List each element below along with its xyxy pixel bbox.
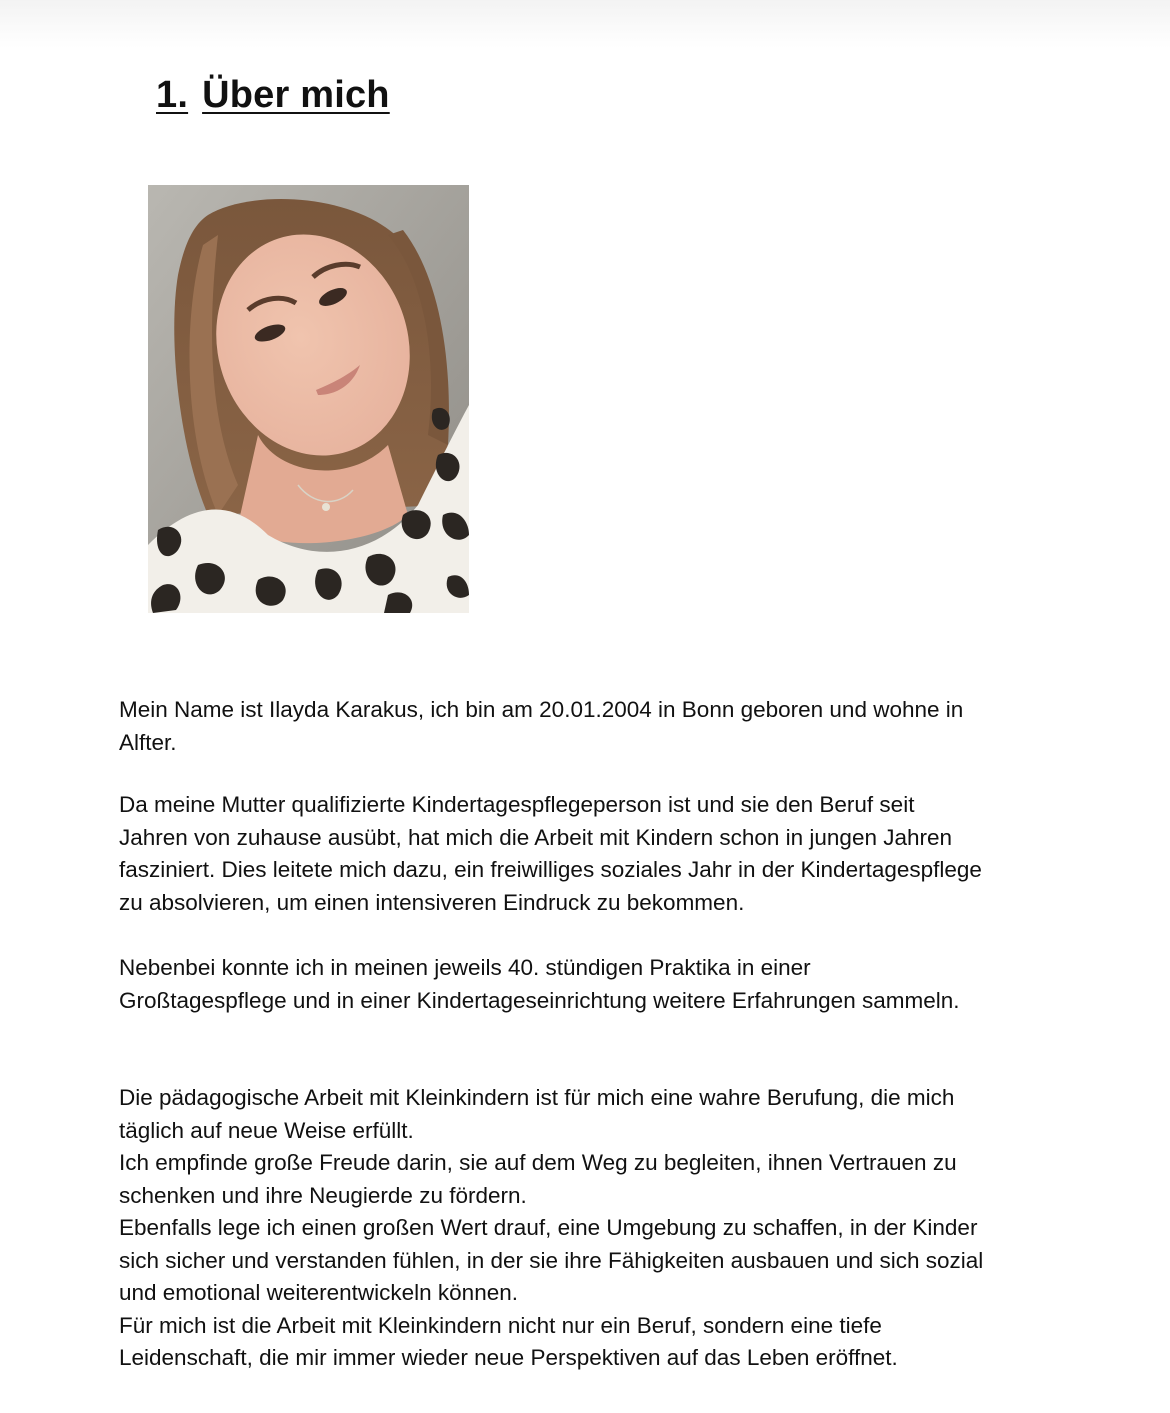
section-title: Über mich xyxy=(202,74,390,116)
text-line: Alfter. xyxy=(119,729,177,755)
text-line: Großtagespflege und in einer Kindertageseinrichtung weitere Erfahrungen sammeln. xyxy=(119,987,960,1013)
text-line: schenken und ihre Neugierde zu fördern. xyxy=(119,1182,527,1208)
text-line: täglich auf neue Weise erfüllt. xyxy=(119,1117,414,1143)
text-line: Jahren von zuhause ausübt, hat mich die Arbeit mit Kindern schon in jungen Jahren xyxy=(119,824,953,850)
paragraph-motivation xyxy=(119,789,1079,919)
section-number: 1. xyxy=(156,74,189,116)
text-line: Die pädagogische Arbeit mit Kleinkindern ist für mich eine wahre Berufung, die mich xyxy=(119,1085,955,1110)
text-line: Nebenbei konnte ich in meinen jeweils 40. stündigen Praktika in einer xyxy=(119,955,811,980)
text-line: Mein Name ist Ilayda Karakus, ich bin am 20.01.2004 in Bonn geboren und wohne in xyxy=(119,697,964,722)
text-line: Leidenschaft, die mir immer wieder neue Perspektiven auf das Leben eröffnet. xyxy=(119,1345,898,1370)
page-top-shadow xyxy=(0,0,1170,48)
text-line: sich sicher und verstanden fühlen, in der sie ihre Fähigkeiten ausbauen und sich sozial xyxy=(119,1247,984,1273)
text-line: fasziniert. Dies leitete mich dazu, ein freiwilliges soziales Jahr in der Kindertagespflege xyxy=(119,857,982,882)
page-title xyxy=(156,74,390,117)
paragraph-vocation xyxy=(119,1082,1079,1375)
paragraph-internships xyxy=(119,952,1079,1017)
paragraph-intro xyxy=(119,694,1079,759)
text-line: zu absolvieren, um einen intensiveren Eindruck zu bekommen. xyxy=(119,889,745,915)
text-line: und emotional weiterentwickeln können. xyxy=(119,1280,518,1305)
portrait-photo xyxy=(148,185,469,613)
text-line: Ebenfalls lege ich einen großen Wert drauf, eine Umgebung zu schaffen, in der Kinder xyxy=(119,1215,978,1240)
text-line: Für mich ist die Arbeit mit Kleinkindern nicht nur ein Beruf, sondern eine tiefe xyxy=(119,1312,882,1338)
text-line: Da meine Mutter qualifizierte Kindertagespflegeperson ist und sie den Beruf seit xyxy=(119,792,915,817)
text-line: Ich empfinde große Freude darin, sie auf dem Weg zu begleiten, ihnen Vertrauen zu xyxy=(119,1150,957,1175)
